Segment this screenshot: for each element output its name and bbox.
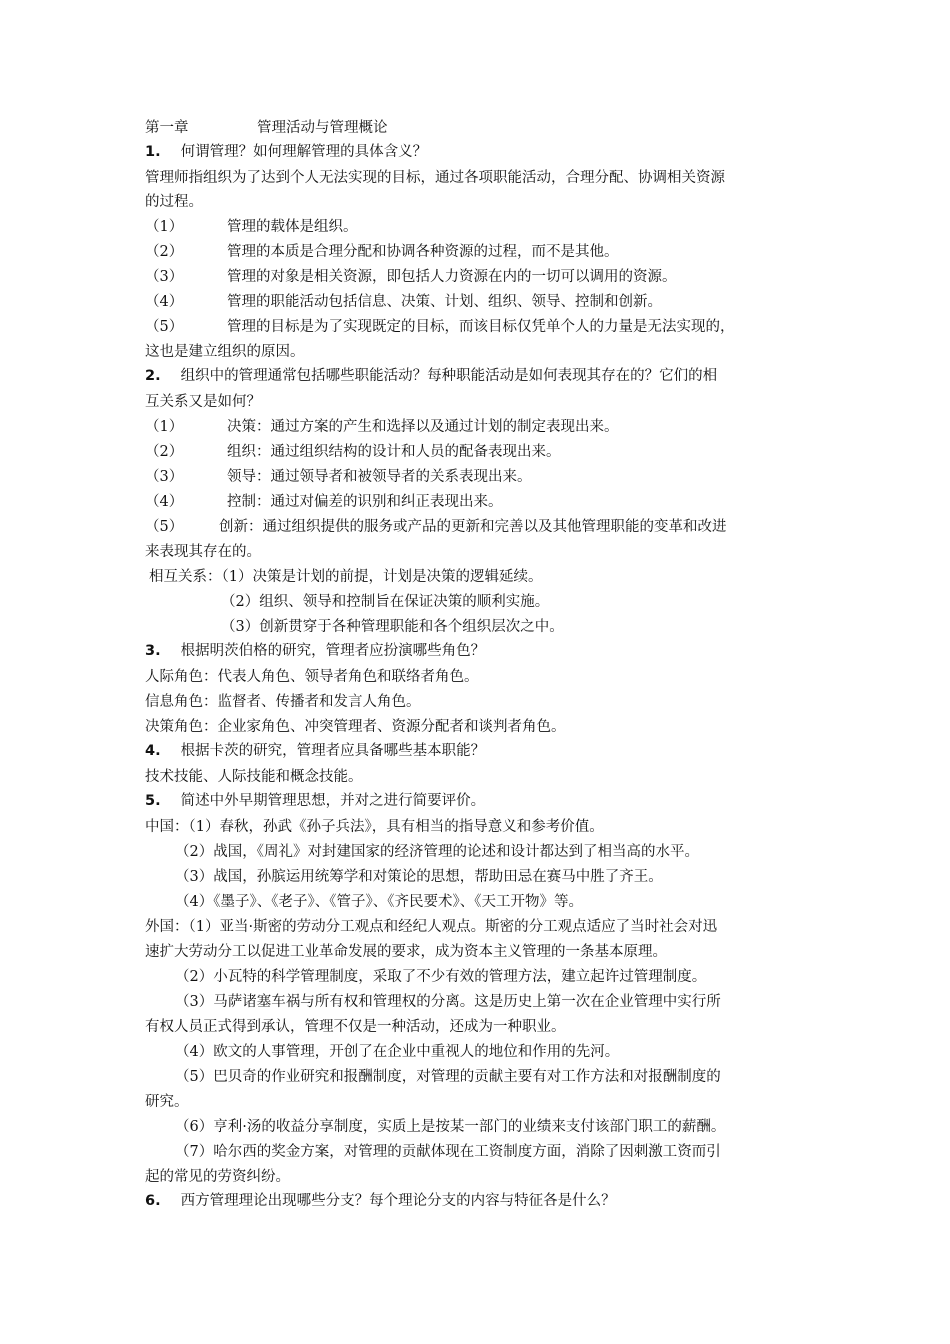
- paragraph: 外国：（1）亚当·斯密的劳动分工观点和经纪人观点。斯密的分工观点适应了当时社会对迅: [145, 919, 718, 935]
- list-item: （2） 管理的本质是合理分配和协调各种资源的过程，而不是其他。: [145, 244, 619, 260]
- question-number: 2.: [145, 368, 161, 384]
- paragraph: 信息角色：监督者、传播者和发言人角色。: [145, 694, 421, 710]
- question-4: [145, 741, 485, 761]
- relation-line: （2）组织、领导和控制旨在保证决策的顺利实施。: [221, 594, 550, 610]
- question-text: 根据明茨伯格的研究，管理者应扮演哪些角色？: [180, 643, 486, 659]
- question-6: [145, 1191, 616, 1211]
- question-text: 西方管理理论出现哪些分支？每个理论分支的内容与特征各是什么？: [180, 1193, 616, 1209]
- question-text: 组织中的管理通常包括哪些职能活动？每种职能活动是如何表现其存在的？它们的相: [180, 368, 718, 384]
- paragraph: （4）《墨子》、《老子》、《管子》、《齐民要术》、《天工开物》等。: [175, 894, 583, 910]
- list-item: （3） 领导：通过领导者和被领导者的关系表现出来。: [145, 469, 532, 485]
- relation-line: 相互关系：（1）决策是计划的前提，计划是决策的逻辑延续。: [149, 569, 543, 585]
- relation-label: 相互关系：: [149, 569, 222, 585]
- paragraph: 有权人员正式得到承认，管理不仅是一种活动，还成为一种职业。: [145, 1019, 566, 1035]
- paragraph: 速扩大劳动分工以促进工业革命发展的要求，成为资本主义管理的一条基本原理。: [145, 944, 667, 960]
- paragraph: （2）小瓦特的科学管理制度，采取了不少有效的管理方法，建立起许过管理制度。: [175, 969, 707, 985]
- relation-line: （3）创新贯穿于各种管理职能和各个组织层次之中。: [221, 619, 564, 635]
- list-item: （5） 管理的目标是为了实现既定的目标，而该目标仅凭单个人的力量是无法实现的，: [145, 319, 735, 335]
- chapter-heading: [145, 118, 388, 138]
- question-1: [145, 142, 427, 162]
- list-item: （1） 管理的载体是组织。: [145, 219, 358, 235]
- list-item: （5） 创新：通过组织提供的服务或产品的更新和完善以及其他管理职能的变革和改进: [145, 519, 727, 535]
- question-number: 1.: [145, 144, 161, 160]
- paragraph: 来表现其存在的。: [145, 544, 261, 560]
- paragraph: 人际角色：代表人角色、领导者角色和联络者角色。: [145, 669, 479, 685]
- list-item: （4） 管理的职能活动包括信息、决策、计划、组织、领导、控制和创新。: [145, 294, 662, 310]
- paragraph: 起的常见的劳资纠纷。: [145, 1169, 290, 1185]
- chapter-title: 管理活动与管理概论: [257, 120, 388, 136]
- question-number: 6.: [145, 1193, 161, 1209]
- paragraph: 管理师指组织为了达到个人无法实现的目标，通过各项职能活动，合理分配、协调相关资源: [145, 170, 725, 186]
- paragraph: 的过程。: [145, 194, 203, 210]
- question-text-cont: 互关系又是如何？: [145, 394, 261, 410]
- question-3: [145, 641, 485, 661]
- chapter-label: 第一章: [145, 120, 189, 136]
- question-2: [145, 366, 717, 386]
- question-text: 何谓管理？如何理解管理的具体含义？: [180, 144, 428, 160]
- paragraph: 技术技能、人际技能和概念技能。: [145, 769, 363, 785]
- paragraph: （5）巴贝奇的作业研究和报酬制度，对管理的贡献主要有对工作方法和对报酬制度的: [175, 1069, 721, 1085]
- question-number: 3.: [145, 643, 161, 659]
- paragraph: 研究。: [145, 1094, 189, 1110]
- list-item: （3） 管理的对象是相关资源，即包括人力资源在内的一切可以调用的资源。: [145, 269, 677, 285]
- question-5: [145, 791, 485, 811]
- question-number: 4.: [145, 743, 161, 759]
- question-text: 简述中外早期管理思想，并对之进行简要评价。: [180, 793, 486, 809]
- question-text: 根据卡茨的研究，管理者应具备哪些基本职能？: [180, 743, 486, 759]
- paragraph: 中国：（1）春秋，孙武《孙子兵法》，具有相当的指导意义和参考价值。: [145, 819, 604, 835]
- paragraph: （3）战国，孙膑运用统筹学和对策论的思想，帮助田忌在赛马中胜了齐王。: [175, 869, 663, 885]
- paragraph: （3）马萨诸塞车祸与所有权和管理权的分离。这是历史上第一次在企业管理中实行所: [175, 994, 721, 1010]
- list-item: （1） 决策：通过方案的产生和选择以及通过计划的制定表现出来。: [145, 419, 619, 435]
- paragraph: 这也是建立组织的原因。: [145, 344, 305, 360]
- paragraph: （6）亨利·汤的收益分享制度，实质上是按某一部门的业绩来支付该部门职工的薪酬。: [175, 1119, 726, 1135]
- question-number: 5.: [145, 793, 161, 809]
- list-item: （4） 控制：通过对偏差的识别和纠正表现出来。: [145, 494, 503, 510]
- list-item: （2） 组织：通过组织结构的设计和人员的配备表现出来。: [145, 444, 561, 460]
- paragraph: （4）欧文的人事管理，开创了在企业中重视人的地位和作用的先河。: [175, 1044, 620, 1060]
- paragraph: （2）战国，《周礼》对封建国家的经济管理的论述和设计都达到了相当高的水平。: [175, 844, 699, 860]
- paragraph: （7）哈尔西的奖金方案，对管理的贡献体现在工资制度方面，消除了因刺激工资而引: [175, 1144, 721, 1160]
- paragraph: 决策角色：企业家角色、冲突管理者、资源分配者和谈判者角色。: [145, 719, 566, 735]
